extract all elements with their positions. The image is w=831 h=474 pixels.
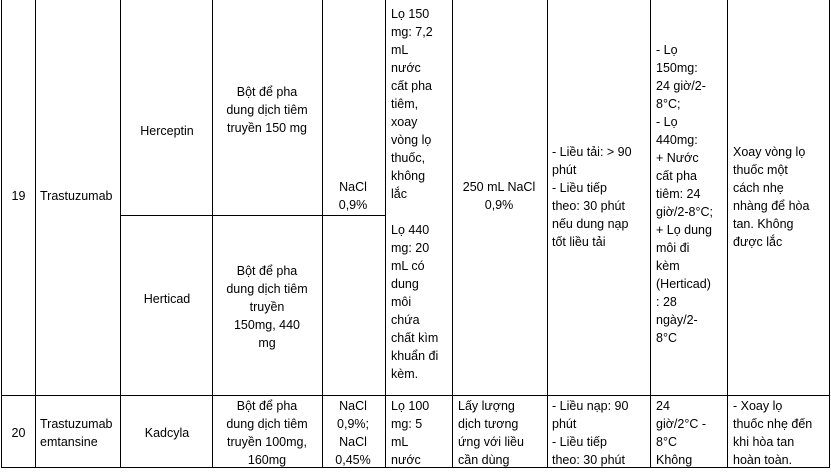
- row-19-storage: - Lọ 150mg: 24 giờ/2- 8°C; - Lọ 440mg: + Nước cất pha tiêm: 24 giờ/2-8°C; + Lọ dung môi đi kèm (Herticad) : 28 ngày/2- 8°C: [656, 43, 713, 345]
- row-20-index: 20: [11, 426, 26, 440]
- grid-line: [1, 467, 830, 468]
- row-20-reconstitution: Lọ 100 mg: 5 mL nước: [391, 399, 430, 467]
- row-19-diluent: NaCl 0,9%: [338, 180, 368, 212]
- grid-line: [547, 0, 548, 468]
- grid-line: [120, 0, 121, 468]
- grid-line: [385, 0, 386, 468]
- row-19-infusion-time: - Liều tải: > 90 phút - Liều tiếp theo: 30 phút nếu dung nạp tốt liều tải: [552, 145, 632, 249]
- grid-line: [1, 0, 2, 468]
- grid-line: [727, 0, 728, 468]
- grid-line: [452, 0, 453, 468]
- row-19-reconstitution-herticad: Lọ 440 mg: 20 mL có dung môi chứa chất kìm khuẩn đi kèm.: [391, 223, 439, 381]
- row-19-reconstitution-herceptin: Lọ 150 mg: 7,2 mL nước cất pha tiêm, xoay vòng lọ thuốc, không lắc: [391, 7, 433, 201]
- row-20-infusion-time: - Liều nạp: 90 phút - Liều tiếp theo: 30 phút: [552, 399, 629, 467]
- row-19-volume: 250 mL NaCl 0,9%: [462, 180, 536, 212]
- row-20-storage: 24 giờ/2°C - 8°C Không: [656, 399, 707, 467]
- row-19-note: Xoay vòng lọ thuốc một cách nhẹ nhàng để hòa tan. Không được lắc: [733, 145, 810, 249]
- grid-line: [35, 0, 36, 468]
- grid-line: [322, 0, 323, 468]
- grid-line: [829, 0, 830, 468]
- row-20-active-ingredient: Trastuzumab emtansine: [40, 417, 113, 449]
- row-19-brand-herceptin: Herceptin: [140, 124, 194, 138]
- row-20-brand: Kadcyla: [144, 426, 190, 440]
- row-20-volume: Lấy lượng dịch tương ứng với liều cần dùng: [458, 399, 524, 467]
- row-20-diluent: NaCl 0,9%; NaCl 0,45%: [335, 399, 371, 467]
- row-19-form-herceptin: Bột để pha dung dịch tiêm truyền 150 mg: [226, 85, 308, 135]
- grid-line: [120, 215, 386, 216]
- row-20-form: Bột để pha dung dịch tiêm truyền 100mg, 160mg: [226, 399, 308, 467]
- grid-line: [212, 0, 213, 468]
- row-19-brand-herticad: Herticad: [143, 292, 191, 306]
- row-20-note: - Xoay lọ thuốc nhẹ đến khi hòa tan hoàn toàn.: [733, 399, 813, 467]
- row-19-form-herticad: Bột để pha dung dịch tiêm truyền 150mg, 440 mg: [226, 264, 308, 350]
- row-19-index: 19: [11, 189, 26, 203]
- row-19-active-ingredient: Trastuzumab: [40, 189, 113, 203]
- grid-line: [1, 395, 830, 396]
- grid-line: [650, 0, 651, 468]
